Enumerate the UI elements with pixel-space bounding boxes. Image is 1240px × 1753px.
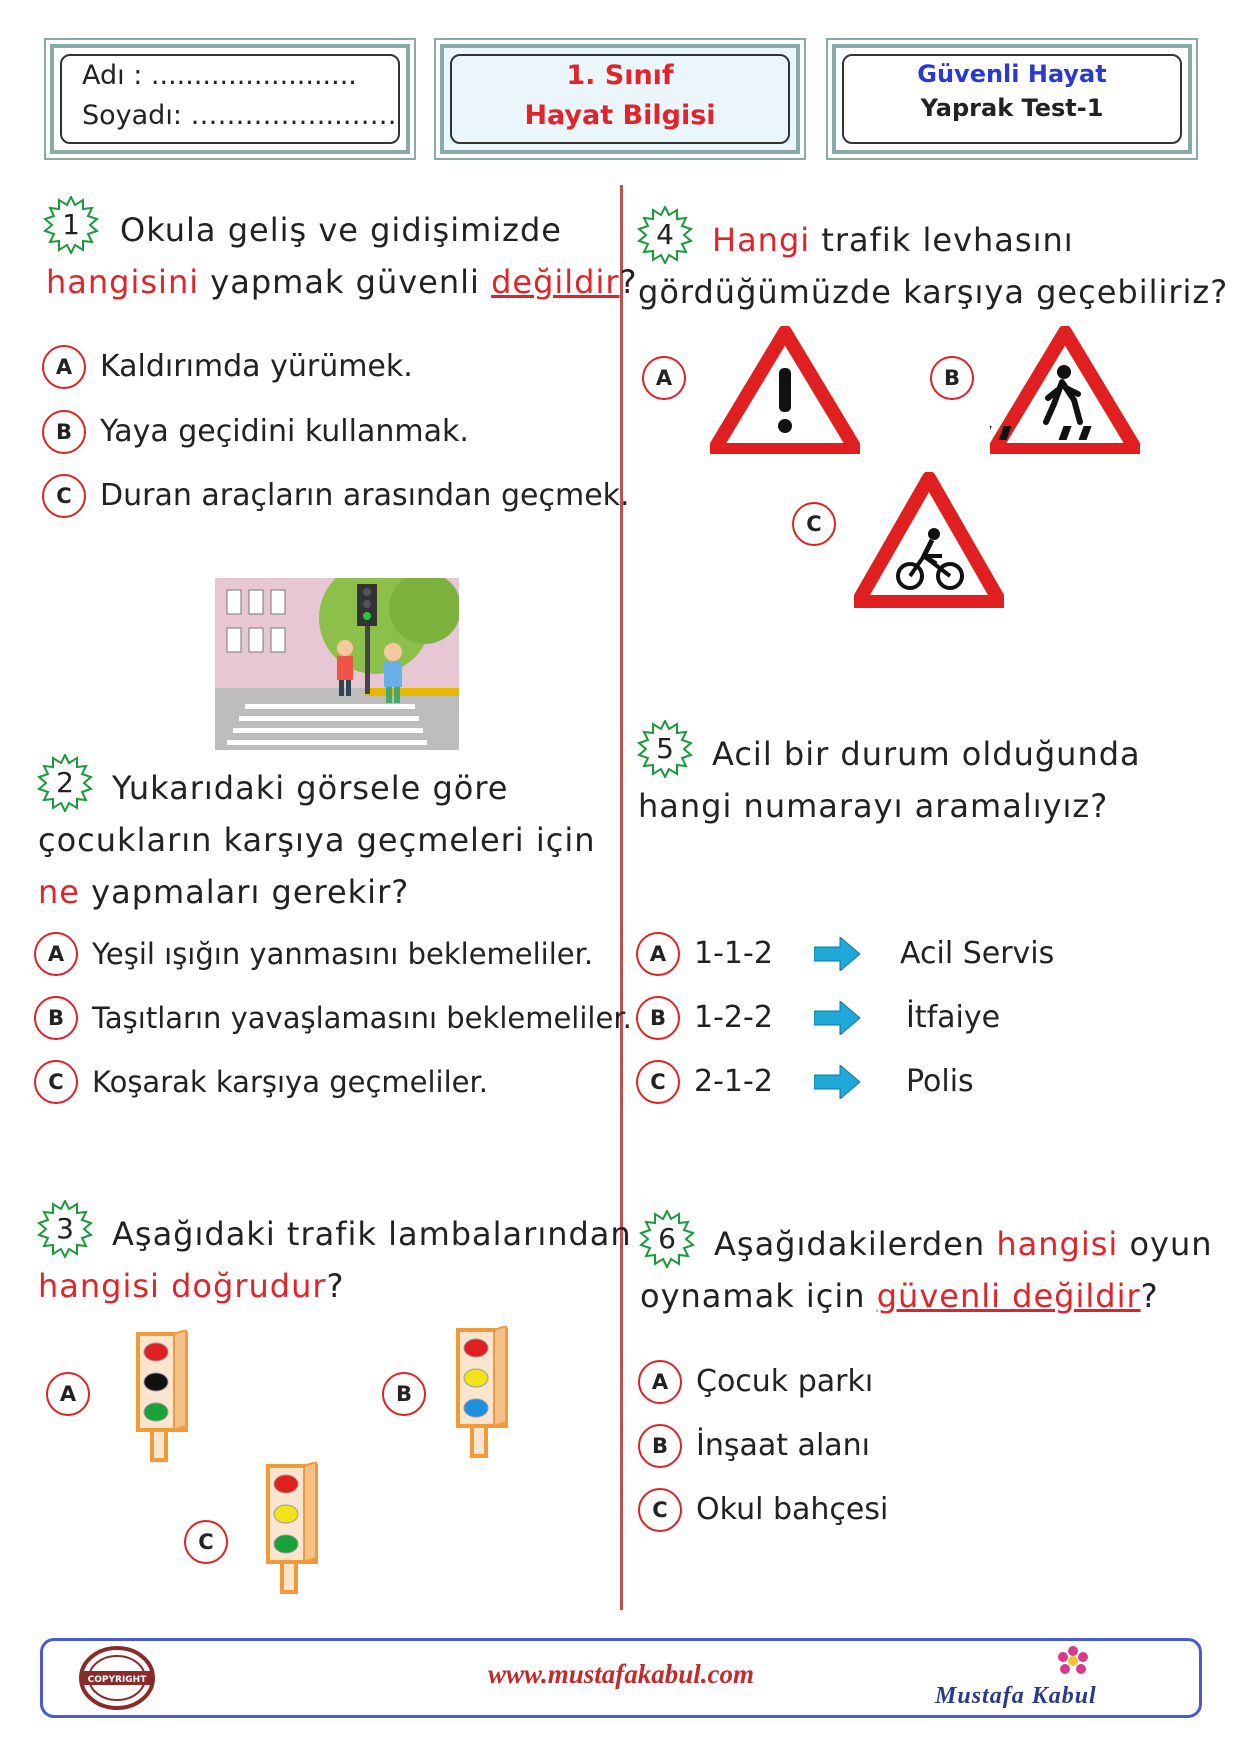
traffic-light-lamp (464, 1399, 488, 1417)
footer-url[interactable]: www.mustafakabul.com (487, 1659, 755, 1689)
traffic-light-lamp (464, 1339, 488, 1357)
arrow-icon (814, 937, 860, 971)
name-label: Adı : ........................ (82, 60, 357, 91)
question-2-badge: 2 (36, 754, 94, 812)
pedestrian-crossing-sign (990, 326, 1140, 454)
grade-box (440, 44, 800, 154)
signature: Mustafa Kabul (935, 1683, 1097, 1709)
name-box (50, 44, 410, 154)
q2-option-a[interactable]: A Yeşil ışığın yanmasını beklemeliler. (34, 932, 593, 976)
question-2-line-1: Yukarıdaki görsele göre (112, 769, 509, 807)
traffic-light-lamp (274, 1475, 298, 1493)
footer (40, 1638, 1202, 1718)
question-1-badge: 1 (42, 196, 100, 254)
q6-option-b[interactable]: B İnşaat alanı (638, 1424, 870, 1468)
q1-option-c[interactable]: C Duran araçların arasından geçmek. (42, 474, 630, 518)
traffic-light-a (128, 1330, 192, 1464)
flower-logo-icon (1053, 1643, 1093, 1679)
q1-option-b[interactable]: B Yaya geçidini kullanmak. (42, 410, 469, 454)
svg-text:COPYRIGHT: COPYRIGHT (87, 1675, 147, 1685)
question-5-line-1: Acil bir durum olduğunda (712, 735, 1141, 773)
bicycle-sign (854, 472, 1004, 608)
test-box (832, 44, 1192, 154)
q4-option-a[interactable]: A (642, 356, 700, 400)
question-5-badge: 5 (636, 720, 694, 778)
subject-label: Hayat Bilgisi (524, 100, 716, 131)
crosswalk-illustration (215, 578, 459, 750)
column-divider (620, 185, 623, 1610)
question-3-badge: 3 (36, 1200, 94, 1258)
traffic-light-lamp (144, 1403, 168, 1421)
question-3-line-1: Aşağıdaki trafik lambalarından (112, 1215, 632, 1253)
traffic-light-b (448, 1326, 512, 1460)
traffic-light-lamp (464, 1369, 488, 1387)
question-1-line-2: hangisini yapmak güvenli değildir? (46, 263, 638, 301)
grade-label: 1. Sınıf (566, 60, 674, 91)
q3-option-a[interactable]: A (46, 1372, 104, 1416)
q2-option-b[interactable]: B Taşıtların yavaşlamasını beklemeliler. (34, 996, 632, 1040)
surname-label: Soyadı: ……………..…… (82, 100, 397, 131)
question-4-line-2: gördüğümüzde karşıya geçebiliriz? (638, 273, 1229, 311)
question-2-line-2: çocukların karşıya geçmeleri için (38, 821, 596, 859)
q5-option-c[interactable]: C 2-1-2 Polis (636, 1060, 974, 1104)
q4-option-b[interactable]: B (930, 356, 988, 400)
test-label: Yaprak Test-1 (920, 94, 1104, 122)
question-6-line-2: oynamak için güvenli değildir? (640, 1277, 1159, 1315)
question-4-badge: 4 (636, 206, 694, 264)
q6-option-c[interactable]: C Okul bahçesi (638, 1488, 888, 1532)
traffic-light-lamp (274, 1505, 298, 1523)
question-4-line-1: Hangi trafik levhasını (712, 221, 1074, 259)
traffic-light-lamp (144, 1373, 168, 1391)
q2-option-c[interactable]: C Koşarak karşıya geçmeliler. (34, 1060, 488, 1104)
warning-sign (710, 326, 860, 454)
question-1-line-1: Okula geliş ve gidişimizde (120, 211, 562, 249)
q1-option-a[interactable]: A Kaldırımda yürümek. (42, 345, 413, 389)
q4-option-c[interactable]: C (792, 502, 850, 546)
q5-option-a[interactable]: A 1-1-2 Acil Servis (636, 932, 1054, 976)
q3-option-b[interactable]: B (382, 1372, 440, 1416)
question-5-line-2: hangi numarayı aramalıyız? (638, 787, 1109, 825)
traffic-light-c (258, 1462, 322, 1612)
arrow-icon (814, 1001, 860, 1035)
unit-label: Güvenli Hayat (917, 60, 1107, 88)
question-3-line-2: hangisi doğrudur? (38, 1267, 345, 1305)
question-6-line-1: Aşağıdakilerden hangisi oyun (714, 1225, 1213, 1263)
q5-option-b[interactable]: B 1-2-2 İtfaiye (636, 996, 1000, 1040)
q6-option-a[interactable]: A Çocuk parkı (638, 1360, 873, 1404)
question-2-line-3: ne yapmaları gerekir? (38, 873, 410, 911)
traffic-light-lamp (274, 1535, 298, 1553)
arrow-icon (814, 1065, 860, 1099)
question-6-badge: 6 (638, 1210, 696, 1268)
traffic-light-lamp (144, 1343, 168, 1361)
q3-option-c[interactable]: C (184, 1520, 242, 1564)
